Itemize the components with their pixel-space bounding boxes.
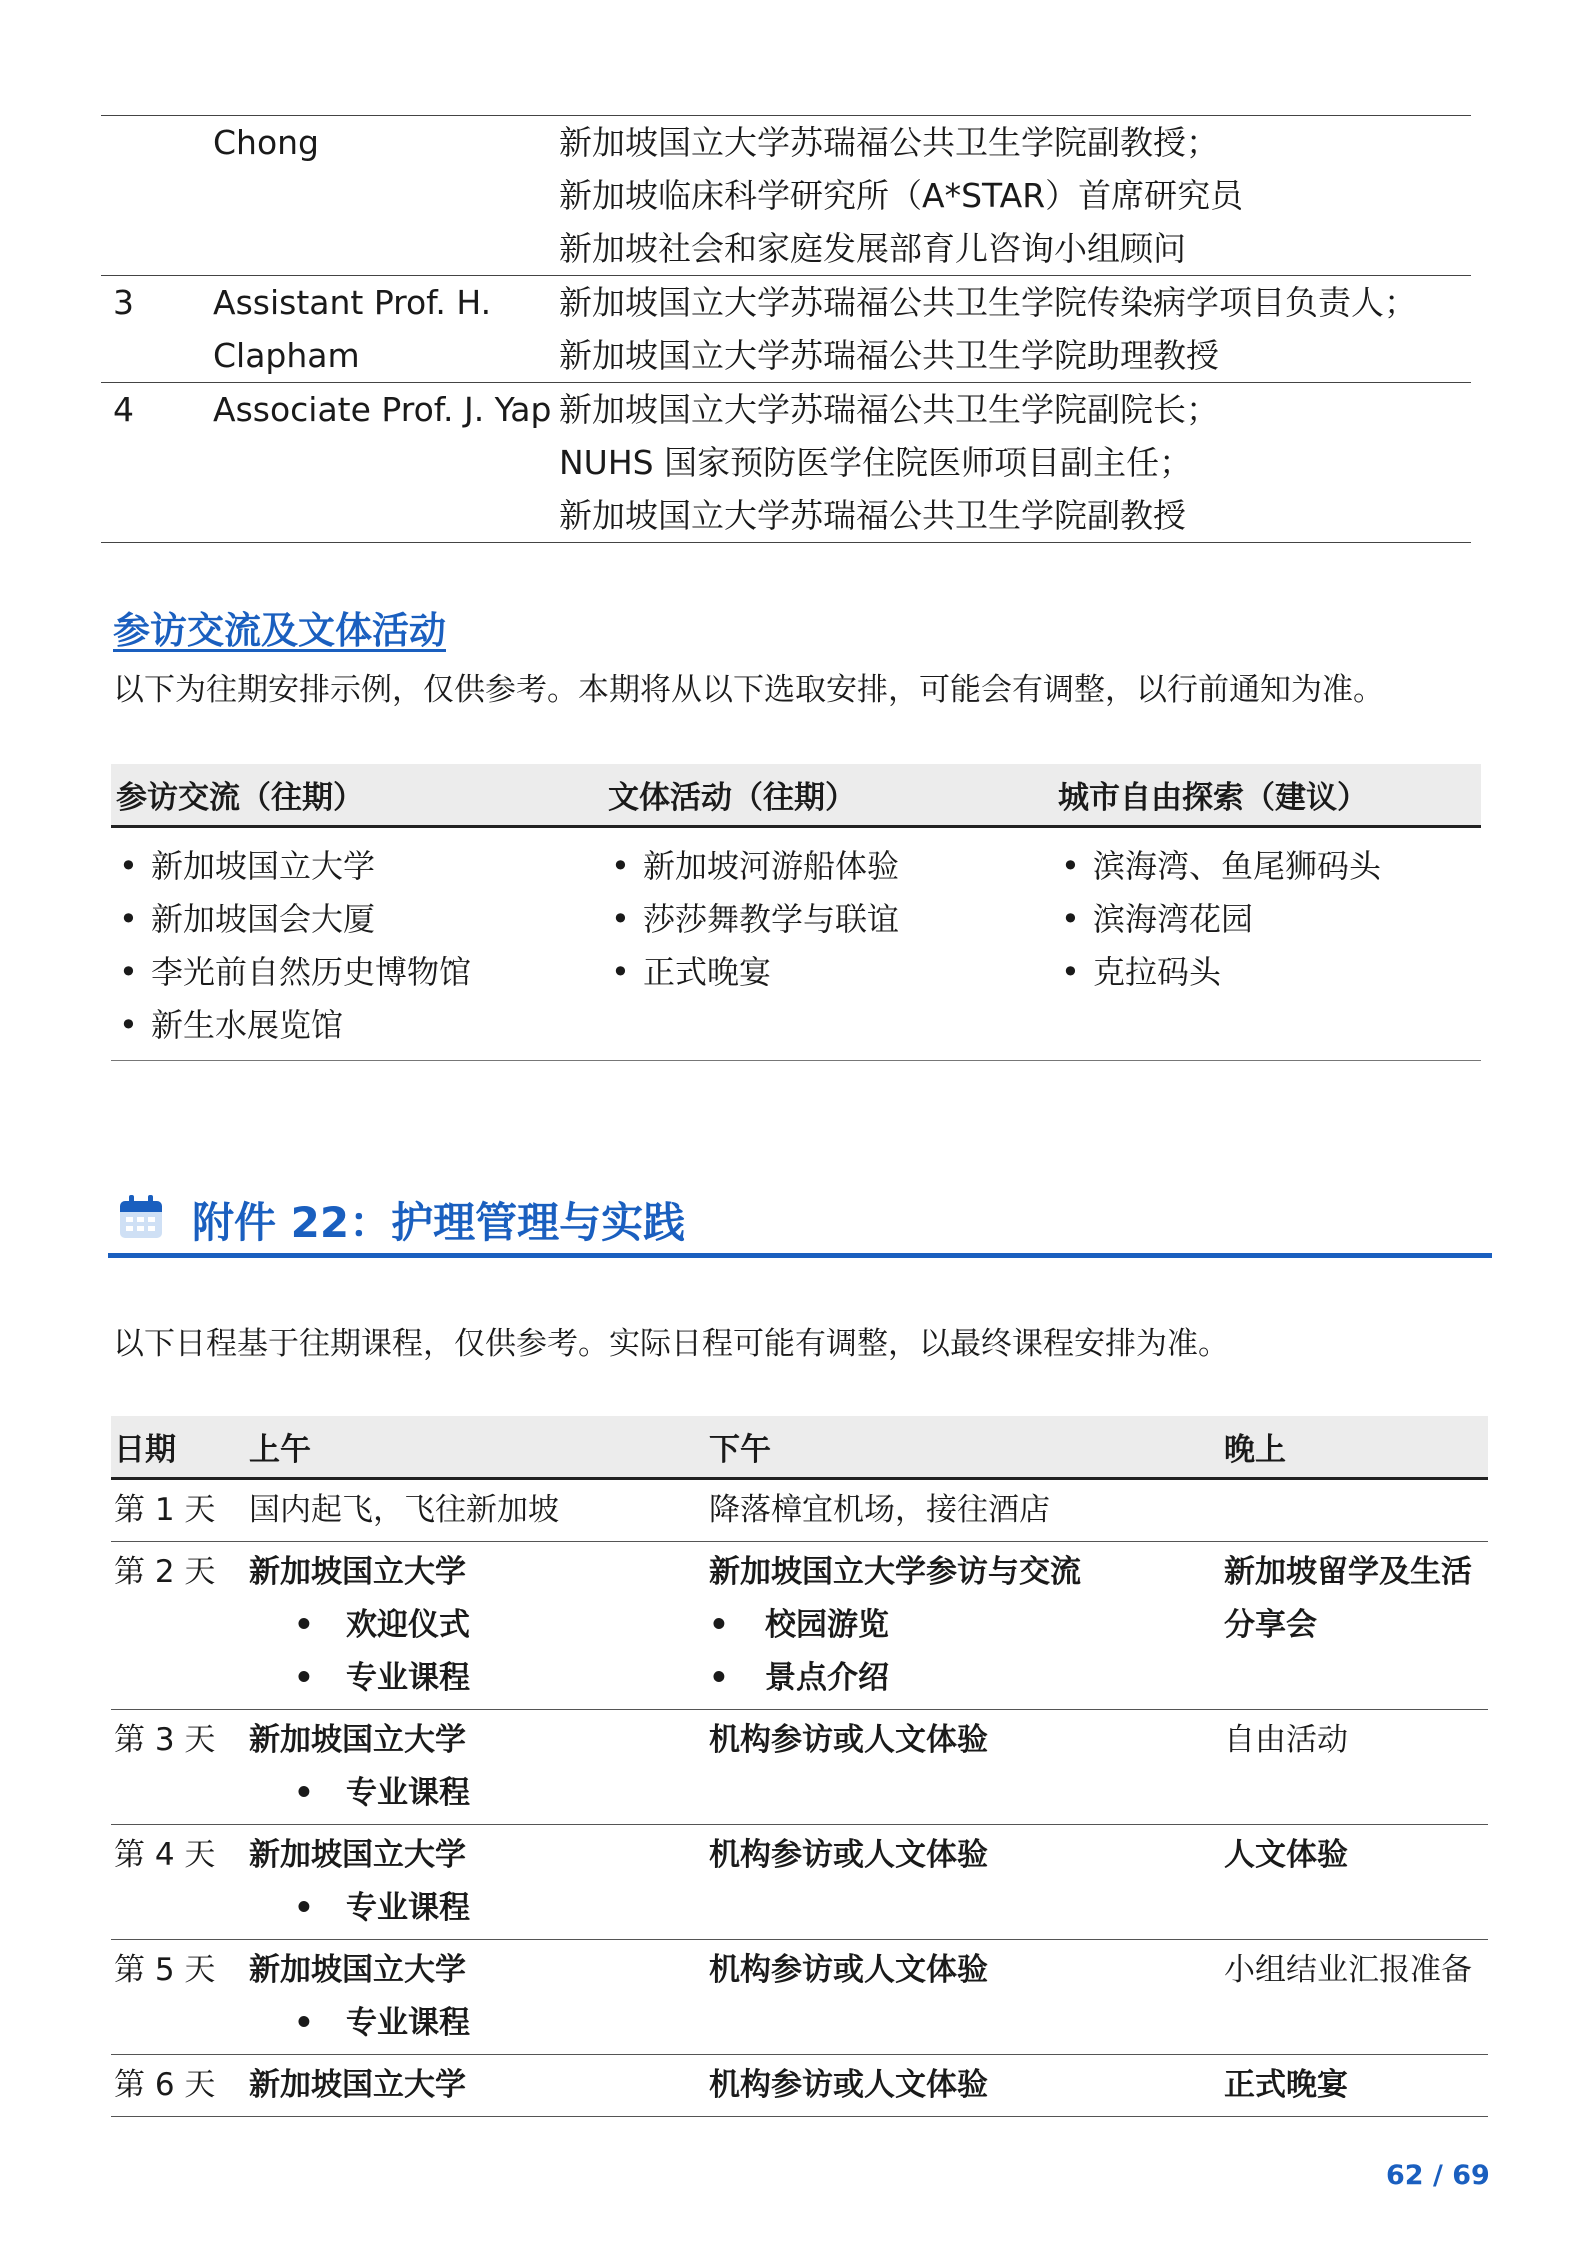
annex-intro: 以下日程基于往期课程，仅供参考。实际日程可能有调整，以最终课程安排为准。 — [113, 1326, 1229, 1362]
schedule-am-text: 新加坡国立大学 — [249, 2066, 466, 2103]
list-item-text: 新加坡国立大学 — [151, 846, 376, 885]
schedule-am — [246, 1939, 706, 2054]
schedule-eve-text: 自由活动 — [1224, 1721, 1348, 1758]
faculty-name-line: Assistant Prof. H. — [213, 283, 492, 322]
schedule-table — [111, 1416, 1488, 2117]
faculty-roles — [559, 276, 1471, 383]
schedule-pm — [706, 1478, 1221, 1541]
activities-intro: 以下为往期安排示例，仅供参考。本期将从以下选取安排，可能会有调整，以行前通知为准。 — [113, 672, 1384, 708]
faculty-number-text — [113, 116, 213, 169]
schedule-pm — [706, 1824, 1221, 1939]
bullet-marker: • — [294, 1606, 314, 1643]
bullet-marker: • — [611, 952, 630, 991]
schedule-am-subitem-text: 专业课程 — [346, 1659, 470, 1696]
schedule-eve-text: 人文体验 — [1224, 1836, 1348, 1873]
faculty-roles — [559, 116, 1471, 276]
bullet-marker: • — [294, 1889, 314, 1926]
schedule-pm — [706, 1939, 1221, 2054]
bullet-marker: • — [294, 1774, 314, 1811]
table-row — [111, 1541, 1488, 1709]
schedule-am — [246, 1478, 706, 1541]
bullet-marker: • — [294, 1659, 314, 1696]
schedule-pm — [706, 1541, 1221, 1709]
schedule-am-subitem-text: 专业课程 — [346, 1889, 470, 1926]
schedule-am-text: 新加坡国立大学 — [249, 1721, 466, 1758]
schedule-eve — [1221, 1824, 1488, 1939]
schedule-am-subitem-text: 专业课程 — [346, 1774, 470, 1811]
activities-cell-explore — [1053, 826, 1481, 1060]
schedule-eve — [1221, 2054, 1488, 2116]
schedule-eve — [1221, 1478, 1488, 1541]
list-item-text: 新加坡河游船体验 — [643, 846, 900, 885]
list-item-text: 滨海湾花园 — [1093, 899, 1254, 938]
list-item-text: 新生水展览馆 — [151, 1005, 344, 1044]
schedule-pm-subitem-text: 校园游览 — [765, 1606, 889, 1643]
table-row — [111, 1939, 1488, 2054]
section-heading-activities: 参访交流及文体活动 — [113, 609, 446, 652]
schedule-pm-text: 机构参访或人文体验 — [709, 2066, 988, 2103]
schedule-am-subitem — [249, 1652, 706, 1705]
faculty-name — [213, 383, 559, 543]
schedule-header-am: 上午 — [246, 1416, 706, 1478]
faculty-table — [101, 115, 1471, 543]
bullet-marker: • — [294, 2004, 314, 2041]
schedule-day — [111, 2054, 246, 2116]
activities-header-visits: 参访交流（往期） — [111, 764, 603, 826]
table-row — [111, 1709, 1488, 1824]
schedule-eve-text: 新加坡留学及生活 — [1224, 1553, 1472, 1590]
bullet-marker: • — [1061, 846, 1080, 885]
list-item — [603, 946, 1053, 999]
schedule-eve-text: 正式晚宴 — [1224, 2066, 1348, 2103]
list-item — [1053, 946, 1481, 999]
schedule-day-text: 第 1 天 — [114, 1491, 216, 1528]
schedule-am-text: 国内起飞，飞往新加坡 — [249, 1491, 559, 1528]
activities-header-culture: 文体活动（往期） — [603, 764, 1053, 826]
bullet-marker: • — [1061, 899, 1080, 938]
schedule-day-text: 第 6 天 — [114, 2066, 216, 2103]
bullet-marker: • — [119, 952, 138, 991]
activities-header-explore: 城市自由探索（建议） — [1053, 764, 1481, 826]
schedule-eve-text: 小组结业汇报准备 — [1224, 1951, 1472, 1988]
list-item-text: 滨海湾、鱼尾狮码头 — [1093, 846, 1382, 885]
schedule-eve-text: 分享会 — [1224, 1606, 1317, 1643]
schedule-pm-subitem — [709, 1599, 1221, 1652]
schedule-header-eve: 晚上 — [1221, 1416, 1488, 1478]
bullet-marker: • — [611, 846, 630, 885]
schedule-am-subitem — [249, 1599, 706, 1652]
faculty-name — [213, 276, 559, 383]
schedule-day — [111, 1824, 246, 1939]
schedule-day — [111, 1478, 246, 1541]
faculty-role-line: 新加坡社会和家庭发展部育儿咨询小组顾问 — [559, 229, 1186, 268]
list-item-text: 新加坡国会大厦 — [151, 899, 376, 938]
list-item-text: 李光前自然历史博物馆 — [151, 952, 472, 991]
faculty-role-line: 新加坡国立大学苏瑞福公共卫生学院助理教授 — [559, 336, 1219, 375]
schedule-am-subitem-text: 欢迎仪式 — [346, 1606, 470, 1643]
list-item — [111, 840, 603, 893]
list-item — [603, 840, 1053, 893]
schedule-pm-text: 新加坡国立大学参访与交流 — [709, 1553, 1081, 1590]
bullet-marker: • — [611, 899, 630, 938]
schedule-am — [246, 1709, 706, 1824]
schedule-day-text: 第 5 天 — [114, 1951, 216, 1988]
list-item-text: 正式晚宴 — [643, 952, 772, 991]
faculty-name-line: Associate Prof. J. Yap — [213, 390, 552, 429]
faculty-roles — [559, 383, 1471, 543]
faculty-role-line: 新加坡临床科学研究所（A*STAR）首席研究员 — [559, 176, 1244, 215]
table-row — [111, 2054, 1488, 2116]
annex-heading — [108, 1178, 1492, 1258]
faculty-role-line: 新加坡国立大学苏瑞福公共卫生学院副院长； — [559, 390, 1219, 429]
list-item — [1053, 840, 1481, 893]
activities-list — [603, 840, 1053, 999]
activities-table — [111, 764, 1481, 1061]
schedule-pm-text: 机构参访或人文体验 — [709, 1951, 988, 1988]
schedule-pm-subitem — [709, 1652, 1221, 1705]
schedule-table-body — [111, 1478, 1488, 2116]
schedule-eve — [1221, 1939, 1488, 2054]
schedule-am — [246, 2054, 706, 2116]
list-item — [111, 999, 603, 1052]
schedule-day-text: 第 4 天 — [114, 1836, 216, 1873]
activities-cell-visits — [111, 826, 603, 1060]
schedule-pm-text: 机构参访或人文体验 — [709, 1836, 988, 1873]
table-row — [111, 1824, 1488, 1939]
faculty-table-body — [101, 116, 1471, 543]
bullet-marker: • — [119, 846, 138, 885]
schedule-day-text: 第 2 天 — [114, 1553, 216, 1590]
list-item — [1053, 893, 1481, 946]
schedule-am-text: 新加坡国立大学 — [249, 1951, 466, 1988]
schedule-day — [111, 1709, 246, 1824]
schedule-am-subitem — [249, 1882, 706, 1935]
schedule-pm — [706, 1709, 1221, 1824]
annex-title: 附件 22：护理管理与实践 — [192, 1198, 686, 1247]
list-item — [111, 893, 603, 946]
schedule-day — [111, 1939, 246, 2054]
activities-cell-culture — [603, 826, 1053, 1060]
list-item-text: 克拉码头 — [1093, 952, 1222, 991]
faculty-name — [213, 116, 559, 276]
schedule-day-text: 第 3 天 — [114, 1721, 216, 1758]
list-item-text: 莎莎舞教学与联谊 — [643, 899, 900, 938]
faculty-number-text: 3 — [113, 283, 134, 322]
bullet-marker: • — [119, 1005, 138, 1044]
schedule-day — [111, 1541, 246, 1709]
schedule-eve — [1221, 1541, 1488, 1709]
schedule-am-text: 新加坡国立大学 — [249, 1553, 466, 1590]
schedule-pm-text: 降落樟宜机场，接往酒店 — [709, 1491, 1050, 1528]
bullet-marker: • — [1061, 952, 1080, 991]
schedule-am-text: 新加坡国立大学 — [249, 1836, 466, 1873]
schedule-eve — [1221, 1709, 1488, 1824]
bullet-marker: • — [119, 899, 138, 938]
page-number: 62 / 69 — [1386, 2160, 1490, 2191]
schedule-am-subitem — [249, 1767, 706, 1820]
activities-list — [1053, 840, 1481, 999]
schedule-am-subitem — [249, 1997, 706, 2050]
schedule-am-subitem-text: 专业课程 — [346, 2004, 470, 2041]
activities-list — [111, 840, 603, 1052]
faculty-role-line: 新加坡国立大学苏瑞福公共卫生学院传染病学项目负责人； — [559, 283, 1417, 322]
faculty-row — [101, 383, 1471, 543]
faculty-name-line: Chong — [213, 123, 320, 162]
bullet-marker: • — [709, 1659, 729, 1696]
list-item — [111, 946, 603, 999]
schedule-pm — [706, 2054, 1221, 2116]
schedule-header-row — [111, 1416, 1488, 1478]
schedule-pm-subitem-text: 景点介绍 — [765, 1659, 889, 1696]
calendar-icon — [118, 1194, 164, 1240]
faculty-role-line: 新加坡国立大学苏瑞福公共卫生学院副教授 — [559, 496, 1186, 535]
faculty-number — [101, 383, 213, 543]
schedule-header-day: 日期 — [111, 1416, 246, 1478]
schedule-header-pm: 下午 — [706, 1416, 1221, 1478]
faculty-role-line: 新加坡国立大学苏瑞福公共卫生学院副教授； — [559, 123, 1219, 162]
faculty-number-text: 4 — [113, 390, 134, 429]
faculty-row — [101, 116, 1471, 276]
schedule-pm-text: 机构参访或人文体验 — [709, 1721, 988, 1758]
schedule-am — [246, 1824, 706, 1939]
schedule-am — [246, 1541, 706, 1709]
list-item — [603, 893, 1053, 946]
bullet-marker: • — [709, 1606, 729, 1643]
faculty-number — [101, 276, 213, 383]
faculty-number — [101, 116, 213, 276]
faculty-role-line: NUHS 国家预防医学住院医师项目副主任； — [559, 443, 1193, 482]
table-row — [111, 1478, 1488, 1541]
faculty-name-line: Clapham — [213, 336, 360, 375]
faculty-row — [101, 276, 1471, 383]
activities-row — [111, 826, 1481, 1060]
